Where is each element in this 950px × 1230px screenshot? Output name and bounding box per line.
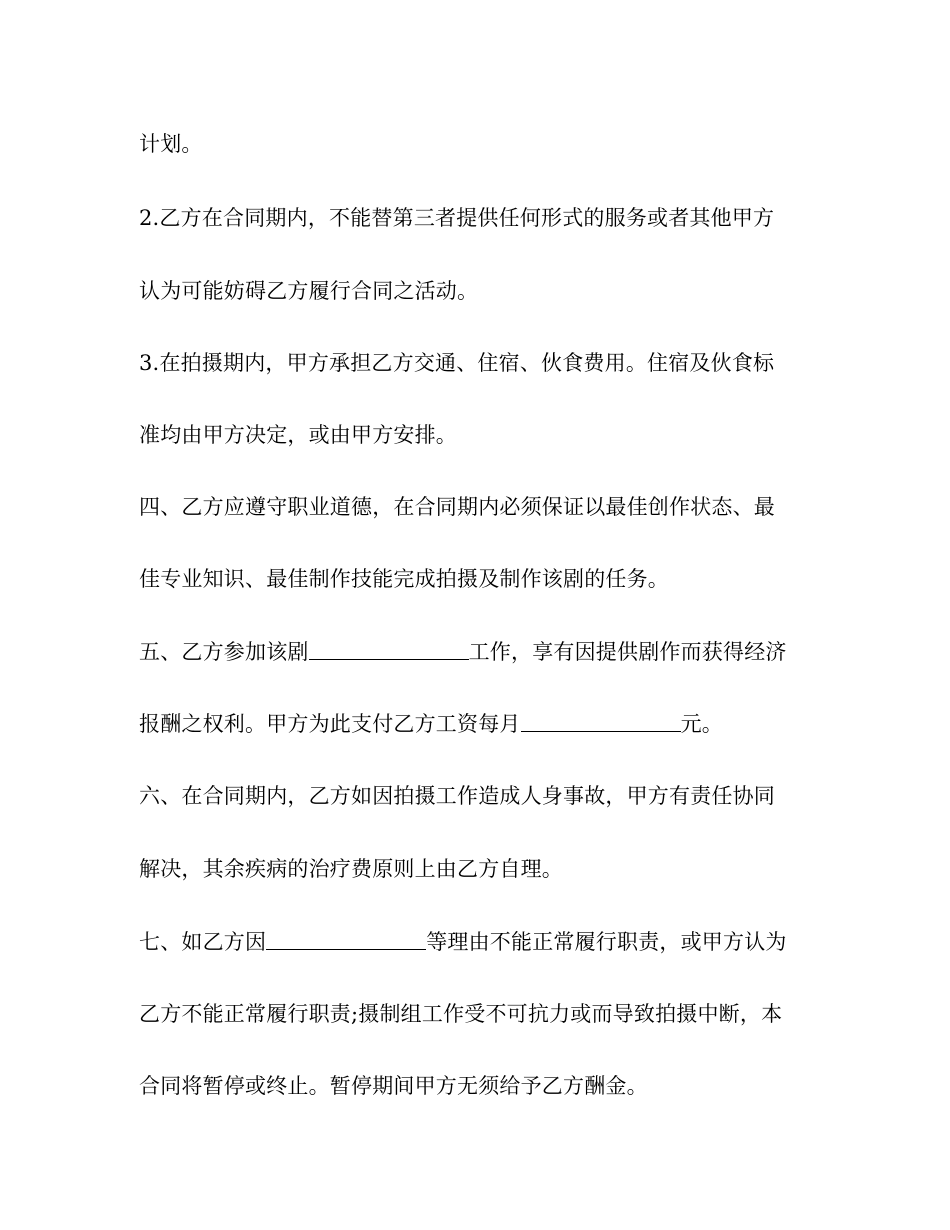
text-line: 佳专业知识、最佳制作技能完成拍摄及制作该剧的任务。 [139, 567, 669, 591]
text-line: 3.在拍摄期内，甲方承担乙方交通、住宿、伙食费用。住宿及伙食标 [139, 351, 775, 375]
text-line: 四、乙方应遵守职业道德，在合同期内必须保证以最佳创作状态、最 [139, 495, 775, 519]
text-line-with-blank [139, 635, 819, 669]
text-segment: 七、如乙方因 [139, 930, 267, 954]
text-line-with-blank [139, 925, 819, 959]
fill-in-blank [266, 927, 426, 950]
text-segment: 工作，享有因提供剧作而获得经济 [468, 640, 787, 664]
text-line: 计划。 [139, 132, 203, 156]
text-segment: 等理由不能正常履行职责，或甲方认为 [426, 930, 787, 954]
fill-in-blank [309, 637, 469, 660]
text-line: 解决，其余疾病的治疗费原则上由乙方自理。 [139, 857, 563, 881]
text-line: 准均由甲方决定，或由甲方安排。 [139, 423, 457, 447]
text-line-with-blank [139, 707, 819, 741]
text-line: 认为可能妨碍乙方履行合同之活动。 [139, 279, 479, 303]
text-segment: 元。 [680, 712, 724, 736]
text-segment: 报酬之权利。甲方为此支付乙方工资每月 [139, 712, 521, 736]
text-line: 2.乙方在合同期内，不能替第三者提供任何形式的服务或者其他甲方 [139, 206, 775, 230]
text-line: 乙方不能正常履行职责;摄制组工作受不可抗力或而导致拍摄中断，本 [139, 1002, 783, 1026]
fill-in-blank [521, 709, 681, 732]
text-segment: 五、乙方参加该剧 [139, 640, 309, 664]
text-line: 六、在合同期内，乙方如因拍摄工作造成人身事故，甲方有责任协同 [139, 784, 775, 808]
text-line: 合同将暂停或终止。暂停期间甲方无须给予乙方酬金。 [139, 1074, 648, 1098]
